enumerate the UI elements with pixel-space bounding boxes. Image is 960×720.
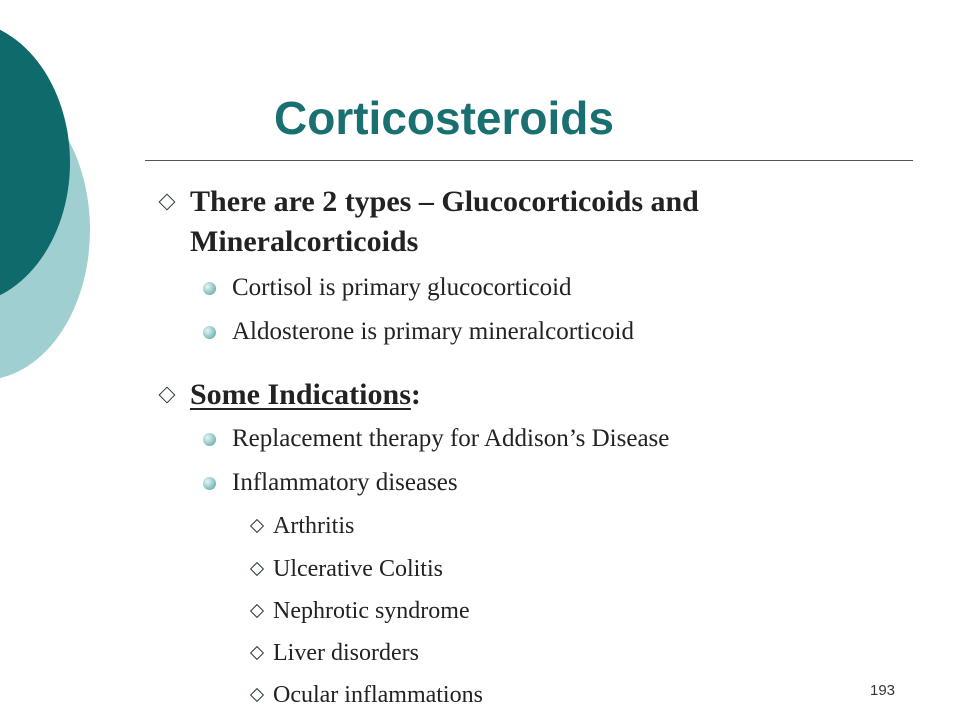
point-indications-heading (190, 377, 421, 413)
title-divider (145, 160, 913, 161)
round-bullet-icon (203, 477, 216, 490)
indications-heading-text: Some Indications (190, 378, 411, 411)
condition-liver-disorders: Liver disorders (273, 640, 419, 666)
condition-ulcerative-colitis: Ulcerative Colitis (273, 556, 443, 582)
condition-arthritis: Arthritis (273, 513, 355, 539)
sub-point-inflammatory: Inflammatory diseases (232, 469, 458, 496)
condition-nephrotic-syndrome: Nephrotic syndrome (273, 598, 470, 624)
point-types-line1: There are 2 types – Glucocorticoids and (190, 185, 699, 218)
small-diamond-bullet-icon (250, 519, 264, 533)
condition-ocular-inflammations: Ocular inflammations (273, 682, 483, 708)
round-bullet-icon (203, 282, 216, 295)
indications-heading-colon: : (410, 378, 421, 411)
sub-point-cortisol: Cortisol is primary glucocorticoid (232, 274, 572, 301)
small-diamond-bullet-icon (250, 688, 264, 702)
small-diamond-bullet-icon (250, 646, 264, 660)
diamond-bullet-icon (159, 194, 176, 211)
point-types-line2: Mineralcorticoids (190, 225, 419, 258)
sub-point-aldosterone: Aldosterone is primary mineralcorticoid (232, 318, 634, 345)
diamond-bullet-icon (159, 387, 176, 404)
small-diamond-bullet-icon (250, 562, 264, 576)
slide-title: Corticosteroids (274, 92, 614, 144)
round-bullet-icon (203, 326, 216, 339)
page-number: 193 (870, 682, 896, 699)
sub-point-replacement-therapy: Replacement therapy for Addison’s Disease (232, 425, 670, 452)
round-bullet-icon (203, 433, 216, 446)
small-diamond-bullet-icon (250, 604, 264, 618)
